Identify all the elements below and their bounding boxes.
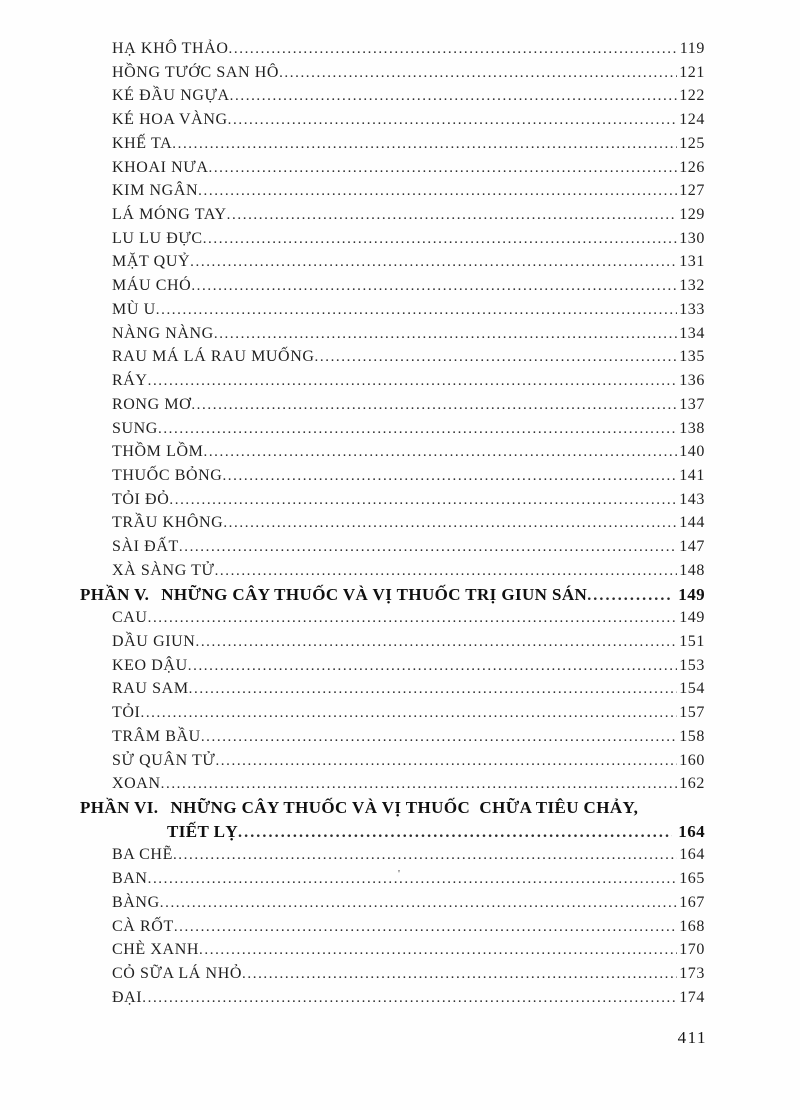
toc-entry-row [112,369,705,393]
toc-entry-row [112,227,705,251]
toc-entry-page-number: 137 [679,395,705,413]
toc-entry-page-number: 127 [679,182,705,200]
dot-leader [279,61,677,86]
toc-entry-title: MẶT QUỶ [112,253,191,271]
toc-entry-title: TRÂM BẦU [112,727,201,745]
toc-entry-row [112,511,705,535]
toc-section-number: PHẦN VI. [80,798,159,817]
toc-entry-page-number: 167 [679,893,705,911]
dot-leader [158,417,677,442]
toc-entry-page-number: 158 [679,727,705,745]
toc-entry-page-number: 165 [679,870,705,888]
toc-entry-row [112,843,705,867]
toc-entry-row [112,725,705,749]
dot-leader [142,986,677,1011]
toc-entry-page-number: 160 [679,751,705,769]
toc-entry-row [112,986,705,1010]
dot-leader [223,511,677,536]
toc-entry-page-number: 173 [679,965,705,983]
toc-entry-title: BÀNG [112,893,160,911]
toc-entry-title: CÀ RỐT [112,917,174,935]
toc-entry-page-number: 122 [679,87,705,105]
toc-entry-page-number: 121 [679,63,705,81]
toc-entry-row [112,108,705,132]
toc-entry-row [112,417,705,441]
toc-entry-title: KIM NGÂN [112,182,199,200]
dot-leader [148,606,678,631]
toc-entry-page-number: 174 [679,988,705,1006]
dot-leader [148,369,678,394]
toc-section-header-row [80,583,705,607]
toc-entry-row [112,559,705,583]
toc-entry-row [112,156,705,180]
toc-entry-page-number: 131 [679,253,705,271]
dot-leader [198,179,677,204]
dot-leader [156,298,677,323]
toc-entry-title: DẦU GIUN [112,632,196,650]
dot-leader [179,535,677,560]
toc-entry-page-number: 151 [679,632,705,650]
toc-entry-row [112,250,705,274]
toc-entry-title: TỎI ĐỎ [112,490,170,508]
toc-entry-page-number: 130 [679,229,705,247]
toc-entry-page-number: 129 [679,206,705,224]
toc-entry-title: CỎ SỮA LÁ NHỎ [112,965,243,983]
dot-leader [238,820,672,845]
toc-entry-title: ĐẠI [112,988,143,1006]
toc-entry-page-number: 136 [679,372,705,390]
toc-entry-row [112,749,705,773]
toc-entry-row [112,891,705,915]
toc-entry-title: RAU MÁ LÁ RAU MUỐNG [112,348,315,366]
dot-leader [190,250,677,275]
toc-entry-row [112,630,705,654]
scan-artifact-mark: ' [398,868,400,880]
toc-entry-page-number: 143 [679,490,705,508]
dot-leader [222,464,677,489]
toc-entry-title: SUNG [112,419,158,437]
toc-entry-row [112,938,705,962]
toc-entry-row [112,701,705,725]
toc-section-title-line1: NHỮNG CÂY THUỐC VÀ VỊ THUỐC CHỮA TIÊU CHẢY, [170,798,639,817]
toc-entry-page-number: 124 [679,111,705,129]
toc-entry-row [112,298,705,322]
toc-section-page-number: 149 [678,584,705,604]
table-of-contents [0,37,800,1009]
toc-entry-page-number: 144 [679,514,705,532]
toc-entry-row [112,915,705,939]
dot-leader [587,583,672,608]
toc-entry-row [112,203,705,227]
toc-entry-title: LÁ MÓNG TAY [112,206,227,224]
toc-entry-row [112,393,705,417]
toc-entry-title: KÉ HOA VÀNG [112,111,228,129]
toc-entry-row [112,322,705,346]
toc-entry-page-number: 140 [679,443,705,461]
toc-entry-page-number: 125 [679,134,705,152]
toc-entry-page-number: 147 [679,538,705,556]
toc-entry-title: KHẾ TA [112,134,173,152]
dot-leader [229,37,678,62]
dot-leader [230,84,678,109]
dot-leader [191,393,677,418]
toc-entry-row [112,677,705,701]
dot-leader [188,654,677,679]
toc-entry-page-number: 119 [679,40,705,57]
toc-entry-title: THỒM LỒM [112,443,204,461]
toc-entry-title: THUỐC BỎNG [112,466,223,484]
toc-entry-title: NÀNG NÀNG [112,324,214,342]
toc-entry-row [112,464,705,488]
dot-leader [148,867,678,892]
dot-leader [315,345,678,370]
toc-entry-page-number: 134 [679,324,705,342]
toc-entry-row [112,345,705,369]
toc-entry-page-number: 132 [679,277,705,295]
dot-leader [191,274,677,299]
dot-leader [201,725,677,750]
toc-entry-title: CAU [112,609,148,627]
toc-entry-page-number: 149 [679,609,705,627]
toc-entry-page-number: 135 [679,348,705,366]
dot-leader [160,891,677,916]
dot-leader [173,843,677,868]
dot-leader [203,440,677,465]
toc-entry-row [112,61,705,85]
toc-entry-page-number: 126 [679,158,705,176]
dot-leader [215,749,677,774]
toc-entry-title: KÉ ĐẦU NGỰA [112,87,230,105]
toc-entry-row [112,772,705,796]
dot-leader [214,322,677,347]
dot-leader [227,203,678,228]
toc-entry-page-number: 170 [679,941,705,959]
toc-entry-title: CHÈ XANH [112,941,200,959]
toc-entry-title: SÀI ĐẤT [112,538,179,556]
dot-leader [140,701,677,726]
dot-leader [172,132,677,157]
toc-entry-title: RÁY [112,372,148,390]
toc-entry-page-number: 157 [679,704,705,722]
toc-entry-row [112,132,705,156]
toc-entry-page-number: 153 [679,656,705,674]
dot-leader [199,938,677,963]
dot-leader [174,915,677,940]
toc-entry-row [112,274,705,298]
dot-leader [161,772,678,797]
toc-entry-row [112,37,705,61]
toc-entry-row [112,962,705,986]
toc-section-page-number: 164 [678,821,705,841]
toc-entry-page-number: 168 [679,917,705,935]
dot-leader [195,630,677,655]
dot-leader [203,227,677,252]
toc-entry-title: TRẦU KHÔNG [112,514,224,532]
toc-entry-title: HỒNG TƯỚC SAN HÔ [112,63,280,81]
toc-entry-title: XOAN [112,775,161,793]
toc-entry-row [112,440,705,464]
toc-entry-page-number: 141 [679,466,705,484]
toc-entry-row [112,654,705,678]
toc-entry-title: XÀ SÀNG TỬ [112,561,215,579]
toc-entry-title: MÙ U [112,300,156,318]
toc-entry-title: HẠ KHÔ THẢO [112,40,229,57]
dot-leader [169,488,677,513]
toc-entry-page-number: 164 [679,846,705,864]
toc-entry-title: LU LU ĐỰC [112,229,203,247]
toc-entry-title: BA CHẼ [112,846,173,864]
toc-section-header-row [80,796,705,820]
toc-section-title-line2: TIẾT LỴ [167,821,238,841]
dot-leader [189,677,678,702]
toc-entry-row [112,84,705,108]
toc-entry-page-number: 154 [679,680,705,698]
toc-section-title: NHỮNG CÂY THUỐC VÀ VỊ THUỐC TRỊ GIUN SÁN [161,584,588,604]
toc-entry-row [112,488,705,512]
toc-entry-row [112,535,705,559]
toc-entry-row [112,606,705,630]
toc-entry-title: MÁU CHÓ [112,277,192,295]
toc-section-header-continuation-row [167,820,705,844]
dot-leader [215,559,678,584]
toc-entry-title: TỎI [112,704,141,722]
toc-entry-page-number: 133 [679,300,705,318]
toc-entry-row [112,179,705,203]
toc-entry-page-number: 138 [679,419,705,437]
toc-entry-title: KHOAI NƯA [112,158,209,176]
page-number-footer: 411 [677,1028,707,1047]
toc-entry-title: RAU SAM [112,680,189,698]
toc-entry-page-number: 148 [679,561,705,579]
toc-entry-page-number: 162 [679,775,705,793]
toc-entry-title: KEO DẬU [112,656,188,674]
dot-leader [228,108,678,133]
dot-leader [242,962,677,987]
toc-section-number: PHẦN V. [80,584,150,604]
toc-entry-title: RONG MƠ [112,395,192,413]
toc-entry-title: SỬ QUÂN TỬ [112,751,216,769]
toc-entry-title: BAN [112,870,148,888]
toc-entry-row [112,867,705,891]
dot-leader [208,156,677,181]
